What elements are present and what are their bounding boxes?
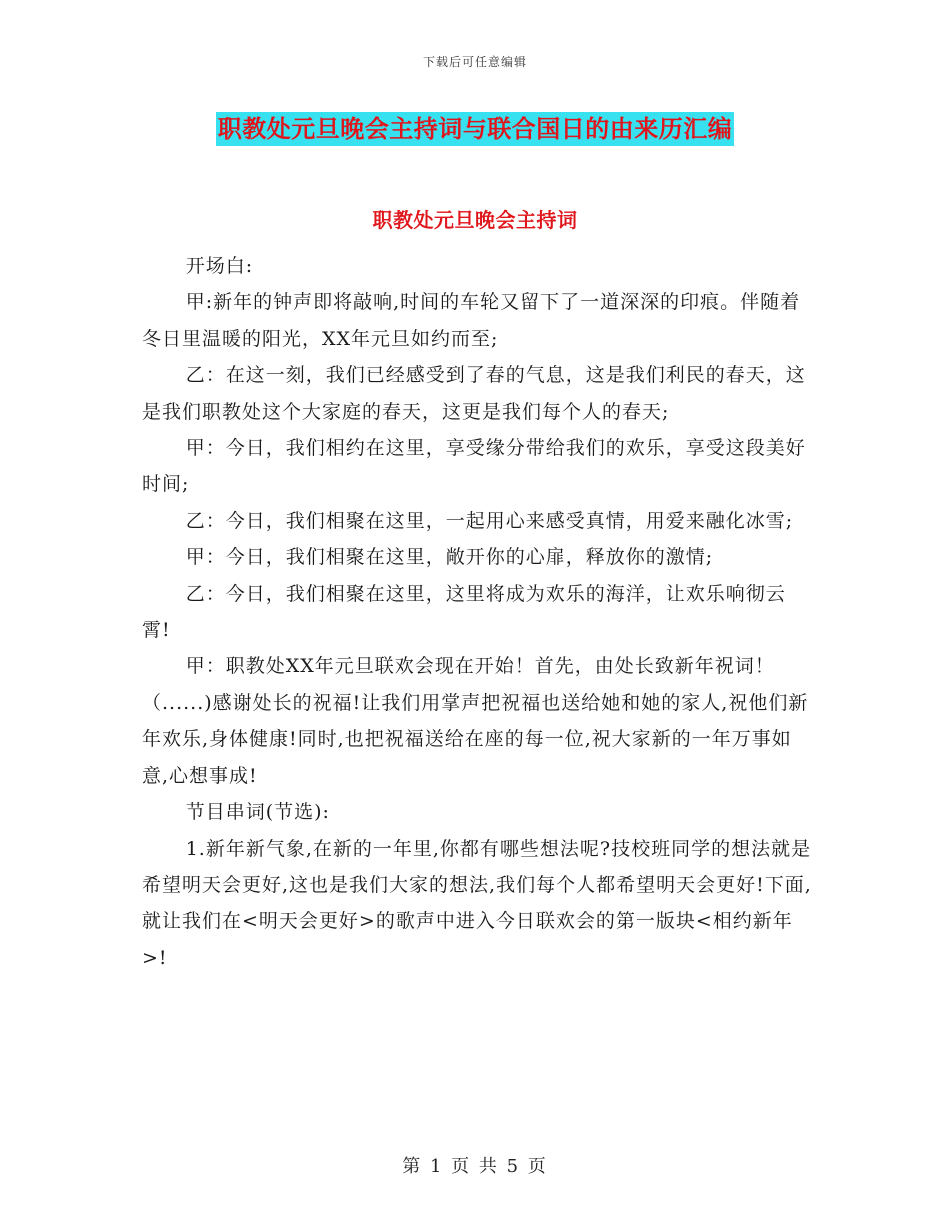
main-title: 职教处元旦晚会主持词与联合国日的由来历汇编 — [216, 112, 735, 146]
paragraph: 乙：今日，我们相聚在这里，这里将成为欢乐的海洋，让欢乐响彻云霄! — [142, 582, 786, 642]
paragraph: 甲：职教处XX年元旦联欢会现在开始！首先，由处长致新年祝词！（......)感谢处长的祝福!让我们用掌声把祝福也送给她和她的家人,祝他们新年欢乐,身体健康!同时,也把祝福送给在座的每一位,祝大家新的一年万事如意,心想事成! — [142, 655, 809, 787]
paragraph: 节目串词(节选): — [185, 801, 330, 824]
page-header-note: 下载后可任意编辑 — [422, 55, 527, 69]
paragraph: 甲:新年的钟声即将敲响,时间的车轮又留下了一道深深的印痕。伴随着冬日里温暖的阳光，XX年元旦如约而至; — [142, 291, 801, 350]
paragraph: 乙：在这一刻，我们已经感受到了春的气息，这是我们利民的春天，这是我们职教处这个大家庭的春天，这更是我们每个人的春天; — [142, 364, 806, 423]
paragraph: 1.新年新气象,在新的一年里,你都有哪些想法呢?技校班同学的想法就是希望明天会更好,这也是我们大家的想法,我们每个人都希望明天会更好!下面,就让我们在<明天会更好>的歌声中进入今日联欢会的第一版块<相约新年>! — [142, 837, 812, 969]
page-footer: 第 1 页 共 5 页 — [402, 1156, 548, 1177]
paragraph: 开场白: — [185, 255, 254, 277]
main-title-container — [0, 112, 950, 146]
paragraph: 甲：今日，我们相聚在这里，敞开你的心扉，释放你的激情; — [185, 546, 714, 569]
paragraph: 乙：今日，我们相聚在这里，一起用心来感受真情，用爱来融化冰雪; — [185, 509, 794, 532]
paragraph: 甲：今日，我们相约在这里，享受缘分带给我们的欢乐，享受这段美好时间; — [142, 437, 806, 496]
document-body — [142, 248, 812, 976]
section-title: 职教处元旦晚会主持词 — [372, 208, 578, 232]
